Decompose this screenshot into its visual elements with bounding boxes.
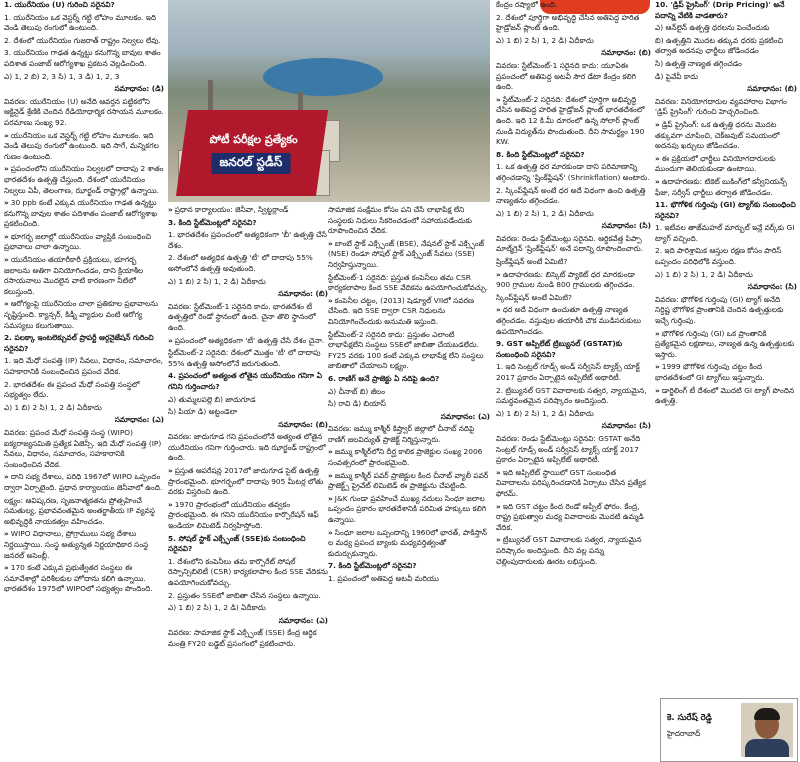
- bullet-point: [168, 336, 328, 347]
- bullet-arrow-icon: »: [168, 335, 173, 345]
- bullet-arrow-icon: »: [655, 119, 660, 129]
- column-5: [655, 0, 797, 762]
- text-content: డ్రిప్ ప్రైసింగ్: ఒక ఉత్పత్తి ధరను మొదట తక్కువగా చూపించి, చెక్అవుట్ సమయంలో అదనపు ఖర్చులు జోడించడం.: [655, 119, 780, 151]
- statement: [655, 36, 797, 57]
- text-content: ప్రస్తుత ఆపరేషన్ల 2017లో జాదుగూడ సైట్ ఉత్పత్తి ప్రారంభమైంది. భూగర్భంలో దాదాపు 905 మీటర్ల లోతు వరకు విస్తరించి ఉంది.: [168, 466, 324, 497]
- text-content: ఎ) 1 బి) 2 సి) 1, 2 డి) ఏదీకాదు: [4, 402, 102, 412]
- text-content: 5. సోషల్ స్టాక్ ఎక్స్ఛేంజ్ (SSE)కు సంబంధించి సరైనవి?: [168, 533, 306, 554]
- text-content: ఎ) 1, 2 బి) 2, 3 సి) 1, 3 డి) 1, 2, 3: [4, 71, 120, 81]
- question: [168, 218, 328, 229]
- text-content: 2. దేశంలో అత్యధిక ఉత్పత్తి 'టీ' లో దాదాపు 55% అసోంలోనే ఉత్పత్తి అవుతుంది.: [168, 253, 313, 273]
- bullet-point: [655, 362, 797, 383]
- explanation: [328, 273, 490, 294]
- text-content: 2. పలక్కా ఇంటలెక్చువల్ ప్రాపర్టీ ఆర్గనైజేషన్ గురించి సరైనవి?: [4, 333, 154, 353]
- text-content: 10. 'డ్రిప్ ప్రైసింగ్' (Drip Pricing)' అనే పదాన్ని వేటికి వాడతారు?: [655, 0, 785, 20]
- bullet-arrow-icon: »: [4, 130, 9, 140]
- text-content: ప్రపంచంలోని యురేనియం నిల్వలలో దాదాపు 2 శాతం భారతదేశం ఉత్పత్తి చేస్తుంది. దేశంలో యురేనియం నిల్వలు ఏపీ, తెలంగాణ, ఝార్ఖండ్ రాష్ట్రాల్లో ఉన్నాయి.: [4, 164, 164, 195]
- text-content: 2. ప్రస్తుతం SSEలో జాబితా చేసిన సంస్థలు ఉన్నాయి.: [168, 590, 321, 600]
- statement: [655, 246, 797, 267]
- text-content: ఇది GST చట్టం కింద రెండో అప్పీల్ ఫోరం. కేంద్ర, రాష్ట్ర ప్రభుత్వాల మధ్య వివాదాలకు మొదటి ఉమ్మడి వేదిక.: [496, 501, 644, 532]
- bullet-arrow-icon: »: [168, 499, 173, 509]
- options: [168, 277, 328, 288]
- bullet-arrow-icon: »: [496, 467, 501, 477]
- statement: [168, 557, 328, 589]
- statement: [168, 253, 328, 274]
- text-content: ఉదాహరణకు: టికెట్ బుకింగ్‌లో కన్వీనియన్స్ ఫీజు, సర్వీస్ ఛార్జీలు తర్వాత జోడించడం.: [655, 176, 788, 197]
- answer: [496, 421, 651, 432]
- answer: [4, 415, 164, 426]
- column-4: [496, 0, 651, 762]
- text-content: జమ్ము కాశ్మీర్‌లోని దీర్ఘ కాలిక ప్రాజెక్టుల సంఖ్య 2006 సంవత్సరంలో ప్రారంభమైంది.: [328, 447, 483, 468]
- question: [496, 150, 651, 161]
- text-content: డి) పైవేవీ కాదు: [655, 71, 698, 81]
- text-content: 3. యురేనియం గాఢత ఉన్నట్టు కనుగొన్న బావుల శాతం పదిశాత పంజాబ్ ఆరోగ్యశాఖ ప్రకటన వెల్లడించింది.: [4, 48, 161, 68]
- statement: [496, 13, 651, 34]
- explanation: [4, 97, 164, 129]
- bullet-arrow-icon: »: [328, 527, 333, 537]
- text-content: భూగర్భ జలాల్లో యురేనియం వ్యాప్తికి సంబంధించి ప్రభావాలు చాలా ఉన్నాయి.: [4, 231, 151, 252]
- bullet-point: [168, 500, 328, 532]
- options: [4, 72, 164, 83]
- options: [168, 603, 328, 614]
- text-content: సమాధానం: (ఎ): [114, 415, 164, 425]
- bullet-arrow-icon: »: [328, 470, 333, 480]
- text-content: ఆరోగ్యంపై యురేనియం చాలా ప్రతికూల ప్రభావాలను సృష్టిస్తుంది. క్యాన్సర్, కిడ్నీ వ్యాధుల వంటి ఆరోగ్య సమస్యలు కలుగుతాయి.: [4, 299, 159, 330]
- text-content: 30 ppb కంటే ఎక్కువ యురేనియం గాఢత ఉన్నట్టు కనుగొన్న బావుల శాతం పదిశాతం పంజాబ్ ఆరోగ్యశాఖ ప్రకటించింది.: [4, 198, 158, 229]
- text-content: లక్ష్యం: ఆవిష్కరణ, సృజనాత్మకతను ప్రోత్సహించే సమతుల్య, ప్రభావవంతమైన అంతర్జాతీయ IP వ్యవస్థ అభివృద్ధికి నాయకత్వం వహించడం.: [4, 495, 155, 526]
- bullet-arrow-icon: »: [496, 94, 501, 104]
- text-content: 4. ప్రపంచంలో అత్యంత లోతైన యురేనియం గనిగా ఏ గనిని గుర్తించారు?: [168, 371, 322, 391]
- avatar: [741, 703, 793, 757]
- options: [496, 409, 651, 420]
- statement: [496, 186, 651, 207]
- text-content: సి) రావి డి) బియాస్: [328, 399, 386, 409]
- bullet-point: [496, 270, 651, 291]
- text-content: డార్జిలింగ్ టీ దేశంలో మొదటి GI ట్యాగ్ పొందిన ఉత్పత్తి.: [655, 385, 795, 406]
- text-content: వివరణ: రెండు స్టేట్‌మెంట్లు సరైనవి: GSTAT అనేది సెంట్రల్ గూడ్స్ అండ్ సర్వీసెస్ ట్యాక్స్ యాక్ట్ 2017 ప్రకారం ఏర్పాటైన అప్పిలేట్ అథారిటీ.: [496, 433, 641, 465]
- bullet-point: [496, 305, 651, 337]
- text-content: భౌగోళిక గుర్తింపు (GI) ఒక ప్రాంతానికి ప్రత్యేకమైన లక్షణాలు, నాణ్యత ఉన్న ఉత్పత్తులకు ఇస్తారు.: [655, 328, 795, 359]
- text-content: యురేనియం ఒక వెస్టర్న్ గట్టి లోహం మూలకం. ఇది వెండి తెలుపు రంగులో ఉంటుంది. ఇది సాగే, మన్నికగల గుణం ఉంటుంది.: [4, 130, 159, 161]
- text-content: 1999 భౌగోళిక గుర్తింపు చట్టం కింద భారతదేశంలో GI ట్యాగ్‌లు ఇస్తున్నారు.: [655, 362, 765, 382]
- bullet-arrow-icon: »: [496, 535, 501, 545]
- text-content: 1. ఇది సెంట్రల్ గూడ్స్ అండ్ సర్వీసెస్ ట్యాక్స్ యాక్ట్ 2017 ప్రకారం ఏర్పాటైన అప్పిలేట్ అథారిటీ.: [496, 362, 640, 382]
- explanation: [328, 330, 490, 372]
- options: [496, 36, 651, 47]
- text-content: 11. భౌగోళిక గుర్తింపు (GI) ట్యాగ్‌కు సంబంధించి సరైనవి?: [655, 200, 796, 220]
- text-content: సమాధానం: (ఎ): [440, 411, 490, 421]
- explanation: [496, 293, 651, 304]
- explanation: [655, 97, 797, 118]
- text-content: 1. ఒక ఉత్పత్తి ధర మారకుండా దాని పరిమాణాన్ని తగ్గించడాన్ని 'ష్రింక్‌ఫ్లేషన్' (Shrinkflation) అంటారు.: [496, 162, 650, 182]
- text-content: 1. యురేనియం ఒక వెస్టర్న్ గట్టి లోహం మూలకం. ఇది వెండి తెలుపు రంగులో ఉంటుంది.: [4, 12, 157, 33]
- bullet-point: [168, 205, 328, 216]
- options: [328, 399, 490, 410]
- photo-chimney: [208, 80, 213, 112]
- text-content: వివరణ: ప్రపంచ మేధో సంపత్తి సంస్థ (WIPO) ఐక్యరాజ్యసమితి ప్రత్యేక ఏజెన్సీ. ఇది మేధో సంపత్తి (IP) సేవలు, విధానం, సమాచారం, సహకారానికి సంబంధించిన వేదిక.: [4, 427, 162, 469]
- text-content: వివరణ: యురేనియం (U) అనేది ఆవర్తన పట్టికలోని ఆక్టినైడ్ శ్రేణికి చెందిన రేడియోధార్మిక రసాయన మూలకం. పరమాణు సంఖ్య 92.: [4, 96, 164, 127]
- text-content: ధర అదే విధంగా ఉంచుతూ ఉత్పత్తి నాణ్యత తగ్గించడం. వస్తువుల తయారీకి చౌక ముడిసరుకులు ఉపయోగించడం.: [496, 305, 642, 336]
- bullet-point: [655, 177, 797, 198]
- text-content: WIPO విధానాలు, ప్రోగ్రాములు సభ్య దేశాలు నిర్ణయిస్తాయి. సంస్థ అత్యున్నత నిర్ణయాధికార సంస్థ జనరల్ అసెంబ్లీ.: [4, 529, 149, 560]
- answer: [168, 289, 328, 300]
- options: [168, 395, 328, 406]
- text-content: కేంద్రం రష్యాలో ఉంది.: [496, 0, 558, 9]
- explanation: [168, 302, 328, 334]
- text-content: ప్రపంచంలో అత్యధికంగా 'టీ' ఉత్పత్తి చేసే దేశం చైనా.: [174, 335, 325, 345]
- text-content: వివరణ: జాదుగూడ గని ప్రపంచంలోనే అత్యంత లోతైన యురేనియం గనిగా గుర్తించారు. ఇది ఝార్ఖండ్ రాష్ట్రంలో ఉంది.: [168, 432, 326, 463]
- options: [496, 209, 651, 220]
- statement: [655, 59, 797, 70]
- text-content: ఉదాహరణకు: బిస్కెట్ ప్యాకెట్ ధర మారకుండా 900 గ్రాముల నుండి 800 గ్రాములకు తగ్గించడం.: [496, 269, 635, 290]
- statement: [4, 380, 164, 401]
- bullet-arrow-icon: »: [4, 231, 9, 241]
- author-box: [660, 698, 798, 762]
- options: [655, 270, 797, 281]
- column-1: [4, 0, 164, 762]
- text-content: 2. దేశంలో యురేనియం గుజరాత్ రాష్ట్రం నిల్వలు లేవు.: [4, 35, 161, 45]
- text-content: ఎ) ఆన్‌లైన్ ఉత్పత్తి ధరలను పెంచేందుకు: [655, 23, 770, 33]
- explanation: [4, 496, 164, 528]
- bullet-point: [4, 232, 164, 253]
- statement: [496, 386, 651, 407]
- explanation: [328, 424, 490, 445]
- text-content: ష్రింక్‌ఫ్లేషన్ అంటే ఏమిటి?: [496, 257, 568, 267]
- text-content: వివరణ: వినియోగదారుల వ్యవహారాల విభాగం 'డ్రిప్ ప్రైసింగ్' గురించి హెచ్చరించింది.: [655, 96, 787, 117]
- bullet-arrow-icon: »: [4, 198, 9, 208]
- text-content: స్టేట్‌మెంట్-1 సరైనది: ప్రస్తుత కంపెనీలు తమ CSR కార్యకలాపాల కింద SSE వేదికను ఉపయోగించుకోవచ్చు.: [328, 272, 488, 293]
- text-content: J&K గుండా ప్రవహించే ముఖ్య నదులు సింధూ జలాల ఒప్పందం ప్రకారం భారతదేశానికి పరిమిత హక్కులు కలిగి ఉన్నాయి.: [328, 493, 487, 525]
- text-content: 1. ప్రపంచంలో అతిపెద్ద అటవీ మరియు: [328, 574, 439, 583]
- statement: [496, 0, 651, 11]
- statement: [4, 36, 164, 47]
- explanation: [655, 295, 797, 327]
- statement: [4, 48, 164, 69]
- question: [496, 339, 651, 360]
- bullet-point: [328, 447, 490, 468]
- bullet-point: [496, 535, 651, 567]
- bullet-point: [168, 466, 328, 498]
- text-content: వివరణ: రెండు స్టేట్‌మెంట్లు సరైనవి. ఆర్థికవేత్త పిప్పా మాల్మ్‌గ్రెన్ 'ష్రింక్‌ఫ్లేషన్' అనే పదాన్ని రూపొందించారు.: [496, 233, 644, 254]
- bullet-arrow-icon: »: [168, 466, 173, 476]
- bullet-arrow-icon: »: [4, 299, 9, 309]
- bullet-point: [328, 296, 490, 328]
- text-content: సి) పియా డి) అట్టండెలా: [168, 407, 238, 417]
- text-content: 2. ఇది పారిశ్రామిక ఆస్తుల రక్షణ కోసం పారిస్ ఒప్పందం పరిధిలోకి వస్తుంది.: [655, 246, 782, 267]
- options: [4, 403, 164, 414]
- text-content: 170 కంటే ఎక్కువ ప్రభుత్వేతర సంస్థలు ఈ సమావేశాల్లో పరిశీలకుల హోదాను కలిగి ఉన్నాయి. భారతదేశం 1975లో WIPOలో సభ్యత్వం పొందింది.: [4, 563, 153, 594]
- text-content: వివరణ: సామాజిక స్టాక్ ఎక్స్ఛేంజ్ (SSE) కేంద్ర ఆర్థిక మంత్రి FY20 బడ్జెట్ ప్రసంగంలో ప్రకటించారు.: [168, 628, 317, 648]
- bullet-arrow-icon: »: [4, 563, 9, 573]
- statement: [328, 205, 490, 237]
- bullet-arrow-icon: »: [4, 255, 9, 265]
- text-content: స్కింప్‌ఫ్లేషన్ అంటే ఏమిటి?: [496, 292, 572, 302]
- explanation: [168, 348, 328, 369]
- bullet-arrow-icon: »: [496, 269, 501, 279]
- text-content: వివరణ: జమ్ము కాశ్మీర్ కిష్త్వార్ జిల్లాలో చీనాబ్ నదిపై రాణిగ్ జలవిద్యుత్ ప్రాజెక్ట్ నిర్మిస్తున్నారు.: [328, 424, 475, 444]
- banner-subtitle: జనరల్ స్టడీస్: [211, 153, 290, 174]
- explanation: [496, 234, 651, 255]
- text-content: వివరణ: స్టేట్‌మెంట్-1 సరైనది కాదు: యూఏఈ ప్రపంచంలో అతిపెద్ద అటవీ సౌర డేటా కేంద్రం కలిగి ఉంది.: [496, 60, 636, 92]
- text-content: 7. కింది స్టేట్‌మెంట్లలో సరైనవి?: [328, 561, 417, 571]
- bullet-arrow-icon: »: [496, 501, 501, 511]
- text-content: బి) ఉత్పత్తిని మొదట తక్కువ ధరకు ప్రకటించి తర్వాత అదనపు ఛార్జీలు జోడించడం: [655, 35, 784, 56]
- text-content: సమాధానం: (సి): [601, 421, 651, 431]
- text-content: సమాధానం: (బి): [601, 48, 651, 58]
- question: [655, 200, 797, 221]
- bullet-point: [328, 239, 490, 271]
- text-content: 1. దేశంలోని కంపెనీలు తమ కార్పొరేట్ సోషల్ రెస్పాన్సిబిలిటీ (CSR) కార్యకలాపాల కింద SSE వేదికను ఉపయోగించుకోవచ్చు.: [168, 556, 328, 587]
- explanation: [496, 434, 651, 466]
- text-content: సమాధానం: (సి): [747, 282, 797, 292]
- answer: [655, 282, 797, 293]
- answer: [168, 616, 328, 627]
- bullet-point: [4, 198, 164, 230]
- bullet-point: [655, 120, 797, 152]
- text-content: ఇది అప్పిలేట్ స్థాయిలో GST సంబంధిత వివాదాలను పరిష్కరించడానికి ఏర్పాటు చేసిన ప్రత్యేక ఫోరమ్.: [496, 467, 646, 498]
- text-content: సి) ఉత్పత్తి నాణ్యత తగ్గించడం: [655, 58, 742, 68]
- text-content: 8. కింది స్టేట్‌మెంట్లలో సరైనవి?: [496, 149, 585, 159]
- bullet-arrow-icon: »: [328, 493, 333, 503]
- answer: [655, 84, 797, 95]
- text-content: 1. ఇటీవల తాజ్‌మహల్ మార్బుల్ ఇన్లే వర్క్‌కు GI ట్యాగ్ వచ్చింది.: [655, 223, 795, 243]
- options: [168, 407, 328, 418]
- question: [4, 0, 164, 11]
- bullet-arrow-icon: »: [655, 362, 660, 372]
- text-content: ఎ) 1 బి) 2 సి) 1, 2 డి) ఏదీకాదు: [168, 603, 266, 613]
- bullet-arrow-icon: »: [4, 529, 9, 539]
- text-content: 2. భారతదేశం ఈ ప్రపంచ మేధో సంపత్తి సంస్థలో సభ్యత్వం లేదు.: [4, 379, 140, 400]
- bullet-point: [4, 472, 164, 493]
- text-content: స్టేట్‌మెంట్-2 సరైనది: దేశంలో పూర్తిగా అభివృద్ధి చేసిన అతిపెద్ద హరిత హైడ్రోజన్ ప్లాంట్ భారతదేశంలో ఉంది. ఇది 12 కి.మీ దూరంలో ఉన్న సోలార్ ప్లాంట్ నుండి విద్యుత్‌ను పొందుతుంది. దీని సామర్థ్యం 190 KW.: [496, 94, 645, 147]
- explanation: [496, 257, 651, 268]
- bullet-arrow-icon: »: [168, 205, 173, 214]
- question: [328, 374, 490, 385]
- statement: [655, 23, 797, 34]
- text-content: 2. స్కింప్‌ఫ్లేషన్ అంటే ధర అదే విధంగా ఉంచి ఉత్పత్తి నాణ్యతను తగ్గించడం.: [496, 185, 646, 206]
- bullet-point: [496, 95, 651, 148]
- bullet-point: [4, 164, 164, 196]
- text-content: సమాధానం: (డి): [114, 84, 164, 94]
- bullet-arrow-icon: »: [328, 295, 333, 305]
- avatar-hair: [754, 708, 780, 720]
- text-content: దాని సభ్య దేశాలు, పరిధి 1967లో WIPO ఒప్పందం ద్వారా ఏర్పాటైంది. ప్రధాన కార్యాలయం జెనీవాలో ఉంది.: [4, 472, 163, 492]
- text-content: ఎ) 1 బి) 2 సి) 1, 2 డి) ఏదీకాదు: [496, 408, 594, 418]
- explanation: [168, 628, 328, 649]
- text-content: ఎ) 1 బి) 2 సి) 1, 2 డి) ఏదీకాదు: [655, 269, 753, 279]
- statement: [328, 574, 490, 585]
- text-content: కంపెనీల చట్టం, (2013) షెడ్యూల్ VIIలో సవరణ చేసింది. ఇది SSE ద్వారా CSR నిధులను వినియోగించేందుకు అనుమతి ఇస్తుంది.: [328, 295, 475, 326]
- bullet-point: [328, 494, 490, 526]
- answer: [328, 412, 490, 423]
- bullet-point: [655, 386, 797, 407]
- bullet-arrow-icon: »: [655, 385, 660, 395]
- text-content: సమాధానం: (బి): [747, 84, 797, 94]
- bullet-arrow-icon: »: [328, 447, 333, 457]
- question: [328, 561, 490, 572]
- options: [328, 387, 490, 398]
- question: [168, 534, 328, 555]
- text-content: సమాధానం: (బి): [278, 419, 328, 429]
- bullet-point: [496, 502, 651, 534]
- bullet-arrow-icon: »: [655, 176, 660, 186]
- explanation: [496, 61, 651, 93]
- text-content: ప్రధాన కార్యాలయం: జెనీవా, స్విట్జర్లాండ్: [174, 205, 289, 214]
- avatar-shirt: [745, 739, 789, 757]
- bullet-arrow-icon: »: [655, 328, 660, 338]
- text-content: ఎ) 1 బి) 2 సి) 1, 2 డి) ఏదీకాదు: [496, 35, 594, 45]
- column-2: [168, 205, 328, 762]
- answer: [168, 420, 328, 431]
- bullet-point: [655, 154, 797, 175]
- bullet-arrow-icon: »: [496, 305, 501, 315]
- bullet-arrow-icon: »: [655, 153, 660, 163]
- text-content: ఎ) 1 బి) 2 సి) 1, 2 డి) ఏదీకాదు: [496, 208, 594, 218]
- bullet-point: [496, 468, 651, 500]
- text-content: 1. భారతదేశం ప్రపంచంలో అత్యధికంగా 'బీ' ఉత్పత్తి చేసే దేశం.: [168, 230, 327, 250]
- statement: [168, 591, 328, 602]
- explanation: [4, 428, 164, 470]
- bullet-point: [328, 528, 490, 560]
- text-content: 3. కింది స్టేట్‌మెంట్లలో సరైనవి?: [168, 217, 257, 227]
- bullet-arrow-icon: »: [4, 472, 9, 482]
- statement: [496, 162, 651, 183]
- question: [168, 371, 328, 392]
- question: [4, 333, 164, 354]
- text-content: 9. GST అప్పిలేట్ ట్రిబ్యునల్ (GSTAT)కు సంబంధించి సరైనవి?: [496, 339, 623, 359]
- text-content: 1970 ప్రారంభంలో యురేనియం తవ్వకం ప్రారంభమైంది. ఈ గనిని యురేనియం కార్పొరేషన్ ఆఫ్ ఇండియా లిమిటెడ్ నిర్వహిస్తోంది.: [168, 499, 319, 531]
- answer: [496, 221, 651, 232]
- statement: [4, 13, 164, 34]
- text-content: 1. యురేనియం (U) గురించి సరైనవి?: [4, 0, 115, 9]
- text-content: 2. ట్రిబ్యునల్ GST వివాదాలకు సత్వర, న్యాయమైన, సమర్థవంతమైన పరిష్కారం అందిస్తుంది.: [496, 385, 647, 406]
- author-name: కె. సురేష్ రెడ్డి: [667, 713, 712, 723]
- statement: [655, 72, 797, 83]
- bullet-point: [4, 529, 164, 561]
- author-city: హైదరాబాద్: [667, 729, 701, 738]
- answer: [4, 84, 164, 95]
- text-content: వివరణ: స్టేట్‌మెంట్-1 సరైనది కాదు. భారతదేశం టీ ఉత్పత్తిలో రెండో స్థానంలో ఉంది. చైనా తొలి స్థానంలో ఉంది.: [168, 301, 316, 332]
- bullet-point: [4, 255, 164, 297]
- bullet-point: [328, 471, 490, 492]
- bullet-point: [4, 131, 164, 163]
- bullet-arrow-icon: »: [328, 238, 333, 248]
- text-content: స్టేట్‌మెంట్-2 సరైనది: దేశంలో మొత్తం 'టీ' లో దాదాపు 55% ఉత్పత్తి అసోంలోనే జరుగుతుంది.: [168, 348, 321, 368]
- statement: [168, 230, 328, 251]
- text-content: స్టేట్‌మెంట్-2 సరైనది కాదు: ప్రస్తుతం ఎలాంటి లాభాపేక్షలేని సంస్థలు SSEలో జాబితా చేయబడలేదు. FY25 వరకు 100 కంటే ఎక్కువ లాభాపేక్ష లేని సంస్థలు జాబితాలో చేయాలని లక్ష్యం.: [328, 329, 484, 371]
- answer: [496, 48, 651, 59]
- statement: [4, 356, 164, 377]
- column-3: [328, 205, 490, 762]
- text-content: ఈ ప్రక్రియలో ఛార్జీలు వినియోగదారులకు ముందుగా తెలియకుండా ఉంటాయి.: [655, 153, 776, 174]
- text-content: బాంబే స్టాక్ ఎక్స్ఛేంజ్ (BSE), నేషనల్ స్టాక్ ఎక్స్ఛేంజ్ (NSE) రెండూ సోషల్ స్టాక్ ఎక్స్ఛేంజ్ సేవలు (SSE) నిర్వహిస్తున్నాయి.: [328, 238, 485, 269]
- bullet-point: [4, 299, 164, 331]
- text-content: ఎ) చీనాబ్ బి) జీలం: [328, 386, 386, 396]
- text-content: సమాధానం: (ఎ): [278, 615, 328, 625]
- text-content: ట్రిబ్యునల్ GST వివాదాలకు సత్వర, న్యాయమైన పరిష్కారం అందిస్తుంది. దీని వల్ల పన్ను చెల్లింపుదారులకు ఊరట లభిస్తుంది.: [496, 535, 642, 566]
- text-content: సమాధానం: (బి): [278, 289, 328, 299]
- photo-lake: [263, 58, 383, 96]
- text-content: యురేనియం తయారీకారీ ప్రక్రియలు, భూగర్భ జలాలను అతిగా వినియోగించడం, దాని క్రియాశీల రసాయనాలు మొదలైన వాటి కారణంగా నీటిలో కలుస్తుంది.: [4, 255, 144, 296]
- text-content: 2. దేశంలో పూర్తిగా అభివృద్ధి చేసిన అతిపెద్ద హరిత హైడ్రోజన్ ప్లాంట్ ఉంది.: [496, 12, 640, 33]
- bullet-point: [655, 329, 797, 361]
- banner-title: పోటీ పరీక్షల ప్రత్యేకం: [209, 132, 298, 146]
- text-content: సింధూ జలాల ఒప్పందాన్ని 1960లో భారత్, పాకిస్తాన్ ల మధ్య ప్రపంచ బ్యాంకు మధ్యవర్తిత్వంతో కుదుర్చుకున్నారు.: [328, 527, 487, 558]
- text-content: ఎ) 1 బి) 2 సి) 1, 2 డి) ఏదీకాదు: [168, 276, 266, 286]
- explanation: [168, 432, 328, 464]
- statement: [496, 362, 651, 383]
- text-content: వివరణ: భౌగోళిక గుర్తింపు (GI) ట్యాగ్ అనేది నిర్దిష్ట భౌగోళిక ప్రాంతానికి చెందిన ఉత్పత్తులకు ఇచ్చే గుర్తింపు.: [655, 294, 784, 326]
- section-banner: [176, 110, 328, 196]
- statement: [655, 223, 797, 244]
- bullet-point: [4, 563, 164, 595]
- text-content: ఎ) తుమ్మలపల్లె బి) జాదుగూడ: [168, 394, 256, 404]
- text-content: 6. రాణిగ్ అనే ప్రాజెక్టు ఏ నదిపై ఉంది?: [328, 373, 440, 383]
- text-content: సామాజిక సంక్షేమం కోసం పని చేసే లాభాపేక్ష లేని సంస్థలకు నిధులు సేకరించడంలో సహాయపడేందుకు రూపొందించిన వేదిక.: [328, 205, 472, 236]
- text-content: 1. ఇది మేధో సంపత్తి (IP) సేవలు, విధానం, సమాచారం, సహకారానికి సంబంధించిన ప్రపంచ వేదిక.: [4, 356, 164, 376]
- bullet-arrow-icon: »: [4, 164, 9, 174]
- text-content: సమాధానం: (సి): [601, 221, 651, 231]
- question: [655, 0, 797, 21]
- text-content: జమ్ము కాశ్మీర్ పవర్ ప్రాజెక్టుల కింద చీనాబ్ వ్యాలీ పవర్ ప్రాజెక్ట్స్ ప్రైవేట్ లిమిటెడ్ ఈ ప్రాజెక్టును చేపట్టింది.: [328, 470, 489, 491]
